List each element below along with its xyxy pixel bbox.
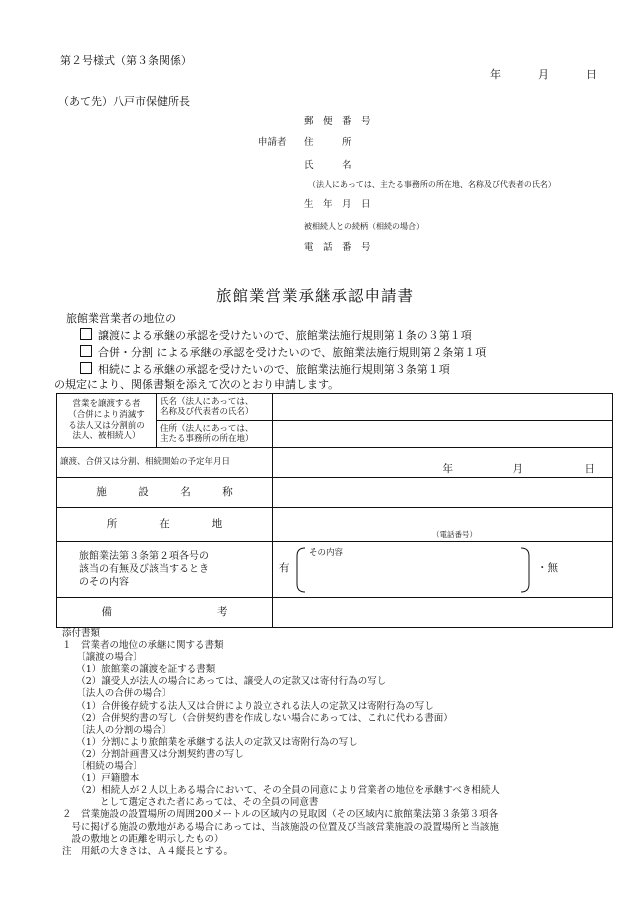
attachment-line: （1）分割により旅館業を承継する法人の定款又は寄附行為の写し [62, 736, 358, 748]
facility-name-label: 施 設 名 称 [57, 478, 273, 508]
applicant-address-label: 住 所 [304, 137, 352, 148]
attachment-line: 〔法人の合併の場合〕 [62, 688, 172, 700]
applicability-yes: 有 [279, 562, 290, 574]
option-merger-text: 合併・分割 による承継の承認を受けたいので、旅館業法施行規則第２条第１項 [98, 346, 487, 359]
form-number: 第２号様式（第３条関係） [60, 54, 192, 67]
remarks-label: 備 考 [57, 598, 273, 628]
header-date [490, 68, 597, 82]
applicant-label: 申請者 [258, 137, 287, 148]
location-field[interactable] [273, 508, 613, 542]
checkbox-transfer[interactable] [80, 328, 92, 340]
provision-text: の規定により、関係書類を添えて次のとおり申請します。 [54, 378, 340, 391]
attachment-line: （1）戸籍謄本 [62, 773, 140, 785]
applicability-field[interactable] [273, 542, 613, 598]
attachment-line: 〔譲渡の場合〕 [62, 652, 143, 664]
transferor-name-field[interactable] [273, 394, 613, 421]
checkbox-merger[interactable] [80, 345, 92, 357]
attachment-line: （1）旅館業の譲渡を証する書類 [62, 664, 216, 676]
transferor-label: 営業を譲渡する者 （合併により消滅す る法人又は分割前の 法人、被相続人） [57, 394, 157, 448]
option-merger[interactable] [80, 345, 486, 360]
option-transfer[interactable] [80, 328, 472, 343]
applicability-content-label: その内容 [309, 548, 344, 558]
date-month-label: 月 [538, 68, 549, 81]
attachment-line: １ 営業者の地位の承継に関する書類 [62, 640, 224, 652]
document-title: 旅館業営業承継承認申請書 [215, 287, 414, 305]
attachment-line: （2）譲受人が法人の場合にあっては、譲受人の定款又は寄付行為の写し [62, 676, 387, 688]
succession-date-day: 日 [584, 462, 595, 475]
succession-date-label: 譲渡、合併又は分割、相続開始の予定年月日 [57, 448, 273, 478]
applicability-label: 旅館業法第３条第２項各号の 該当の有無及び該当するとき のその内容 [57, 542, 273, 598]
applicant-birth-label: 生 年 月 日 [304, 199, 371, 210]
attachment-line: （1）合併後存続する法人又は合併により設立される法人の定款又は寄附行為の写し [62, 700, 434, 712]
attachment-line: 設の敷地との距離を明示したもの） [62, 833, 224, 845]
attachment-line: として選定された者にあっては、その全員の同意書 [62, 797, 319, 809]
option-inheritance[interactable] [80, 362, 450, 377]
application-table [56, 393, 613, 628]
succession-date-month: 月 [512, 462, 523, 475]
attachment-line: 〔法人の分割の場合〕 [62, 724, 172, 736]
attachments-section [62, 628, 500, 858]
date-year-label: 年 [490, 68, 501, 81]
applicant-name-note: （法人にあっては、主たる事務所の所在地、名称及び代表者の氏名） [308, 180, 556, 189]
option-transfer-text: 譲渡による承継の承認を受けたいので、旅館業法施行規則第１条の３第１項 [98, 329, 472, 342]
addressee: （あて先）八戸市保健所長 [58, 95, 190, 108]
option-inheritance-text: 相続による承継の承認を受けたいので、旅館業法施行規則第３条第１項 [98, 363, 450, 376]
attachment-line: ２ 営業施設の設置場所の周囲200メートルの区域内の見取図（その区域内に旅館業法第３条第３項各 [62, 809, 499, 821]
applicant-phone-label: 電 話 番 号 [304, 242, 371, 253]
phone-number-note: （電話番号） [432, 529, 477, 539]
transferor-name-label: 氏名（法人にあっては、 名称及び代表者の氏名） [157, 394, 273, 421]
attachment-line: （2）分割計画書又は分割契約書の写し [62, 748, 244, 760]
facility-name-field[interactable] [273, 478, 613, 508]
applicability-no: ・無 [537, 562, 558, 574]
succession-date-year: 年 [442, 462, 453, 475]
applicant-relation-label: 被相続人との続柄（相続の場合） [304, 222, 424, 231]
attachment-line: 〔相続の場合〕 [62, 761, 143, 773]
attachment-line: 注 用紙の大きさは、Ａ４縦長とする。 [62, 845, 234, 857]
attachment-line: （2）相続人が２人以上ある場合において、その全員の同意により営業者の地位を承継すべき相続人 [62, 785, 500, 797]
applicant-name-label: 氏 名 [304, 160, 352, 171]
succession-date-field[interactable] [273, 448, 613, 478]
attachment-line: （2）合併契約書の写し（合併契約書を作成しない場合にあっては、これに代わる書面） [62, 712, 453, 724]
checkbox-inheritance[interactable] [80, 362, 92, 374]
transferor-address-field[interactable] [273, 421, 613, 448]
applicant-postal-label: 郵 便 番 号 [304, 116, 371, 127]
status-heading: 旅館業営業者の地位の [66, 312, 176, 325]
remarks-field[interactable] [273, 598, 613, 628]
location-label: 所 在 地 [57, 508, 273, 542]
date-day-label: 日 [586, 68, 597, 81]
attachment-line: 添付書類 [62, 628, 101, 639]
transferor-address-label: 住所（法人にあっては、 主たる事務所の所在地） [157, 421, 273, 448]
attachment-line: 号に掲げる施設の敷地がある場合にあっては、当該施設の位置及び当該営業施設の設置場所と当該施 [62, 821, 499, 833]
